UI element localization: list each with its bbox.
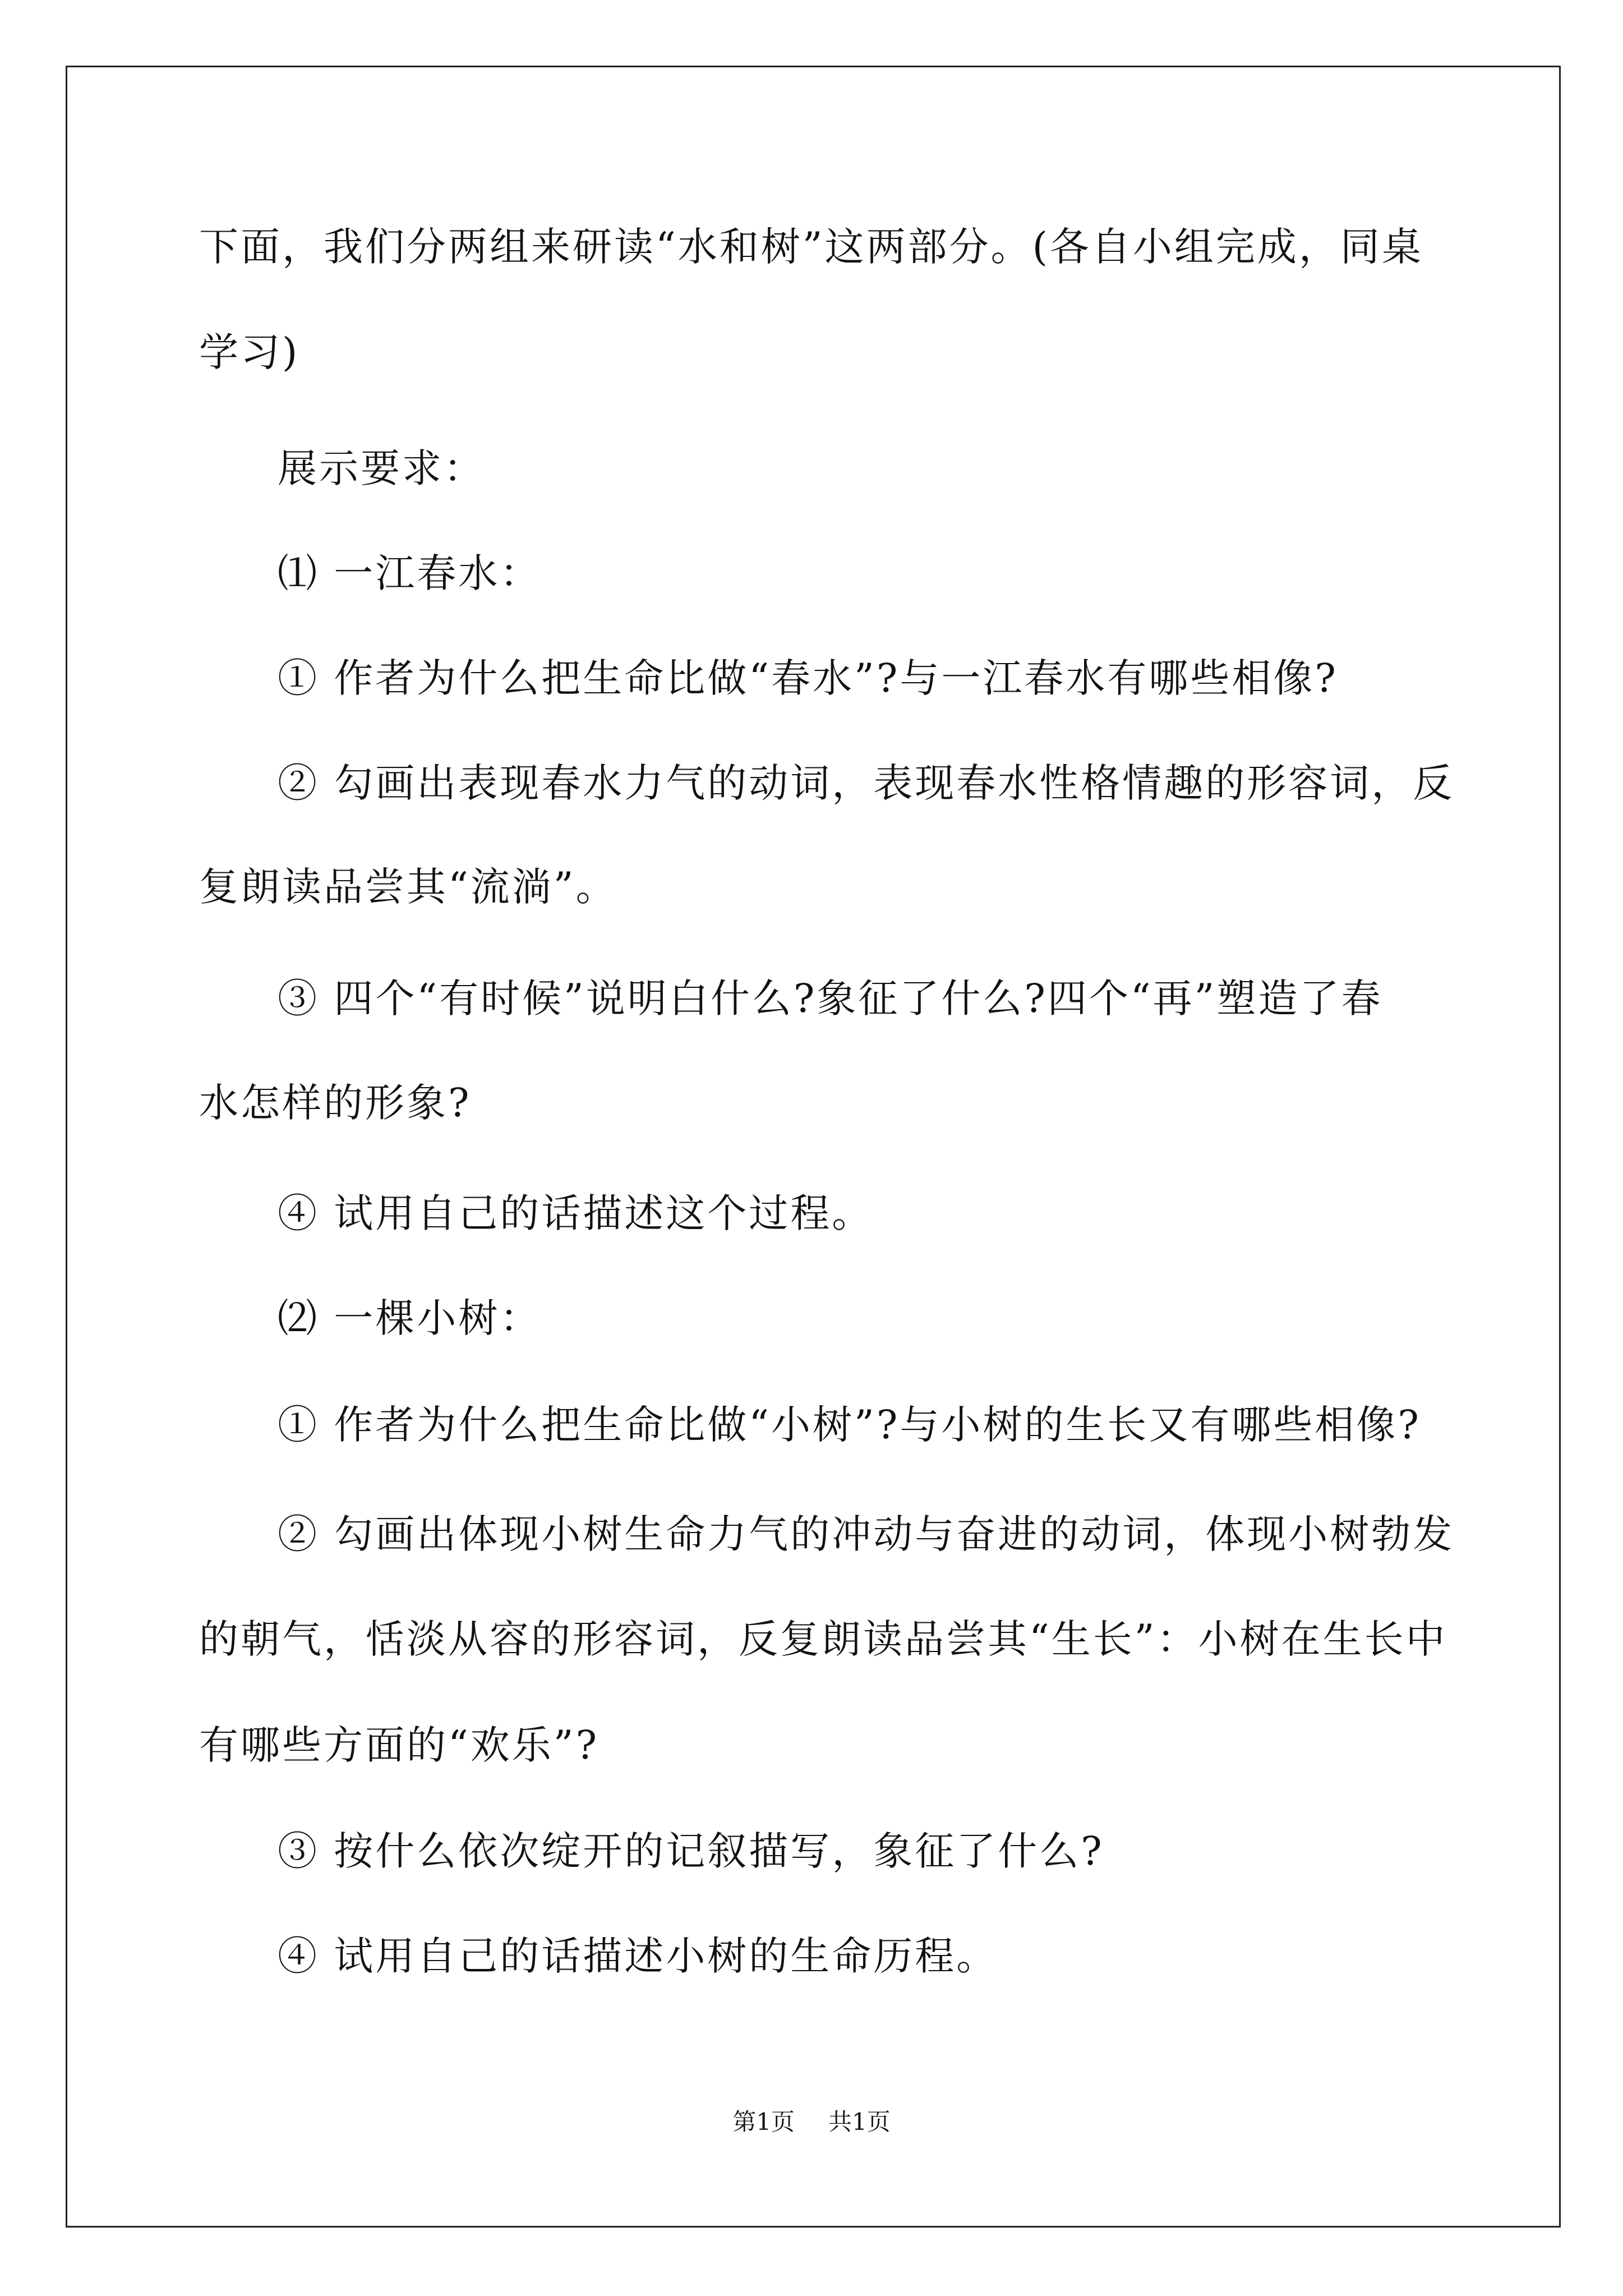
list-item-continuation: 复朗读品尝其“流淌”。 [199,864,617,910]
list-item: ① 作者为什么把生命比做“小树”?与小树的生长又有哪些相像? [278,1402,1421,1448]
page-border [66,66,1561,2228]
section-heading: 展示要求： [278,445,485,491]
list-item-continuation: 的朝气，恬淡从容的形容词，反复朗读品尝其“生长”：小树在生长中 [199,1616,1447,1662]
list-item: ② 勾画出体现小树生命力气的冲动与奋进的动词，体现小树勃发 [278,1511,1455,1557]
page-footer [0,2108,1623,2136]
list-item: ④ 试用自己的话描述小树的生命历程。 [278,1933,998,1979]
paragraph-line: 学习) [199,329,300,375]
subsection-heading: ⑴ 一江春水： [278,550,542,596]
list-item-continuation: 有哪些方面的“欢乐”? [199,1722,600,1768]
list-item: ③ 四个“有时候”说明白什么?象征了什么?四个“再”塑造了春 [278,976,1383,1022]
page-number: 第1页 [732,2108,795,2136]
list-item-continuation: 水怎样的形象? [199,1080,472,1126]
list-item: ② 勾画出表现春水力气的动词，表现春水性格情趣的形容词，反 [278,760,1455,806]
list-item: ③ 按什么依次绽开的记叙描写，象征了什么? [278,1828,1104,1874]
paragraph-line: 下面，我们分两组来研读“水和树”这两部分。(各自小组完成，同桌 [199,224,1423,270]
page-count: 共1页 [828,2108,891,2136]
subsection-heading: ⑵ 一棵小树： [278,1295,542,1341]
list-item: ④ 试用自己的话描述这个过程。 [278,1190,874,1236]
list-item: ① 作者为什么把生命比做“春水”?与一江春水有哪些相像? [278,655,1338,701]
